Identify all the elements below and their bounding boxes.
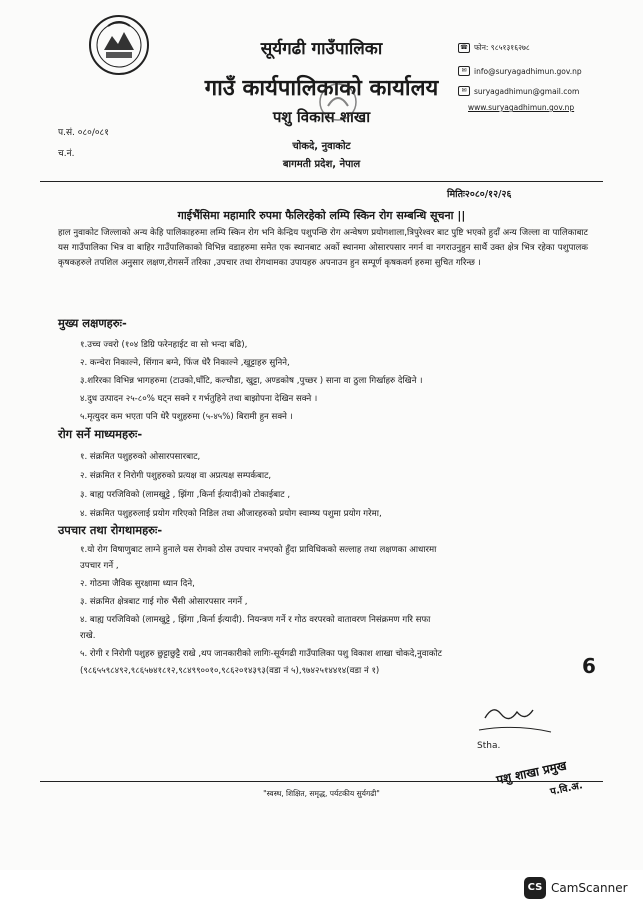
treatment-item: ३. संक्रमित क्षेत्रबाट गाई गोरु भैंसी ओसारपसार नगर्ने ,: [80, 597, 248, 607]
symptom-item: ५.मृत्युदर कम भएता पनि धेरै पशुहरुमा (५-४५%) बिरामी हुन सक्ने ।: [80, 412, 293, 422]
symptom-item: १.उच्च ज्वरो (१०४ डिग्रि फरेनहाईट वा सो भन्दा बढि),: [80, 340, 248, 350]
treatment-item: राखे.: [80, 631, 96, 641]
camscanner-label: CamScanner: [551, 881, 628, 895]
treatment-item: ५. रोगी र निरोगी पशुहरु छुट्टाछुट्टै राखे ,थप जानकारीको लागिः-सूर्यगढी गाउँपालिका पशु विकाश शाखा चोकदे,नुवाकोट: [80, 649, 442, 659]
camscanner-watermark: [524, 877, 628, 899]
svg-text:प.वि.अ.: प.वि.अ.: [549, 780, 584, 798]
svg-text:Stha.: Stha.: [477, 741, 501, 751]
spread-item: १. संक्रमित पशुहरुको ओसारपसारबाट,: [80, 452, 201, 462]
mail-icon: ✉: [458, 66, 470, 76]
province-line: बागमती प्रदेश, नेपाल: [282, 159, 361, 170]
symptom-item: २. कन्चेरा निकाल्ने, सिंगान बग्ने, फिंज धेरै निकाल्ने ,खुट्टाहरु सुनिने,: [80, 358, 290, 368]
notice-date: मितिः२०८०/१२/२६: [447, 189, 512, 200]
symptom-item: ३.शरिरका विभिन्न भागहरुमा (टाउको,घाँटि, कल्चौडा, खुट्टा, अण्डकोष ,पुच्छर ) साना वा ठुला गिर्खाहरु देखिने ।: [80, 376, 423, 386]
contact-email-2: ✉ suryagadhimun@gmail.com: [458, 86, 579, 96]
website-link: www.suryagadhimun.gov.np: [468, 103, 575, 112]
contact-email-1: ✉ info@suryagadhimun.gov.np: [458, 66, 582, 76]
treatment-heading: उपचार तथा रोगथामहरुः-: [58, 523, 163, 537]
treatment-item: २. गोठमा जैविक सुरक्षामा ध्यान दिने,: [80, 579, 195, 589]
intro-paragraph: हाल नुवाकोट जिल्लाको अन्य केहि पालिकाहरुमा लम्पि स्किन रोग भनि केन्द्रिय पशुपन्छि रोग अन्वेषण प्रयोगशाला,त्रिपुरेश्वर बाट पुष्टि भएको हुदाँ अन्य जिल्ला वा पालिकाबाट यस गाउँपालिका भित्र वा बाहिर गाउँपालिकाको विभिन्न वडाहरुमा समेत एक स्थानबाट अर्को स्थानमा ओसारपसार नगर्न वा नगराउनुहुन सार्थै उक्त क्षेत्र भित्र रहेका पशुपालक कृषकहरुले तपशिल अनुसार लक्षण,रोगसर्ने तरिका ,उपचार तथा रोगथामका उपायहरु अपनाउन हुन सम्पूर्ण कृषकवर्ग हरुमा सुचित गरिन्छ ।: [58, 228, 588, 269]
svg-text:पशु शाखा प्रमुख: पशु शाखा प्रमुख: [495, 758, 568, 787]
spread-item: ४. संक्रमित पशुहरुलाई प्रयोग गरिएको निडिल तथा औजारहरुको प्रयोग स्वाम्ष्य पशुमा प्रयोग गरेमा,: [80, 509, 382, 519]
dispatch-number: च.नं.: [58, 149, 75, 159]
signature-stamp: [455, 690, 605, 800]
treatment-item: १.यो रोग विषाणुबाट लाग्ने हुनाले यस रोगको ठोस उपचार नभएको हुँदा प्राविधिकको सल्लाह तथा लक्षणका आधारमा: [80, 545, 437, 555]
treatment-item: उपचार गर्ने ,: [80, 561, 119, 571]
branch-name: पशु विकास शाखा: [272, 108, 371, 126]
spread-item: २. संक्रमित र निरोगी पशुहरुको प्रत्यक्ष वा अप्रत्यक्ष सम्पर्कबाट,: [80, 471, 272, 481]
notice-title: गाईभैंसिमा महामारि रुपमा फैलिरहेको लम्पि स्किन रोग सम्बन्धि सूचना ||: [177, 209, 466, 222]
office-seal-icon: [318, 82, 358, 122]
phone-icon: ☎: [458, 43, 470, 53]
spread-item: ३. बाह्य परजिविको (लामखुट्टे , झिंगा ,किर्ना ईत्यादी)को टोकाईबाट ,: [80, 490, 291, 500]
header-divider: [40, 181, 603, 182]
mail-icon: ✉: [458, 86, 470, 96]
spread-heading: रोग सर्ने माध्यमहरुः-: [58, 427, 143, 441]
camscanner-logo-icon: CS: [524, 877, 546, 899]
office-name: गाउँ कार्यपालिकाको कार्यालय: [204, 76, 439, 101]
treatment-item: (९८६५५९८४९२,९८६५७४१८१२,९८४९९००१०,९८६२०१४३९३(वडा नं ५),९७४२५१४४१४(वडा नं १): [80, 666, 380, 676]
address-line: चोकदे, नुवाकोट: [292, 141, 351, 152]
treatment-item: ४. बाह्य परजिविको (लामखुट्टे , झिंगा ,किर्ना ईत्यादी). नियन्त्रण गर्ने र गोठ वरपरको वातावरण निसंक्रमण गरि सफा: [80, 615, 431, 625]
footer-slogan: "स्वस्थ, शिक्षित, समृद्ध, पर्यटकीय सुर्यगढी": [263, 789, 380, 798]
municipality-name: सूर्यगढी गाउँपालिका: [260, 39, 383, 59]
contact-phone: ☎ फोन: ९८५१३१६२७८: [458, 43, 530, 53]
footer-divider: [40, 781, 603, 782]
margin-mark: 6: [582, 654, 596, 678]
symptoms-heading: मुख्य लक्षणहरुः-: [58, 316, 127, 330]
reference-number: प.सं. ०८०/०८१: [58, 128, 109, 138]
symptom-item: ४.दुध उत्पादन २५-८०% घट्न सक्ने र गर्भतुहिने तथा बाझोपना देखिन सक्ने ।: [80, 394, 318, 404]
